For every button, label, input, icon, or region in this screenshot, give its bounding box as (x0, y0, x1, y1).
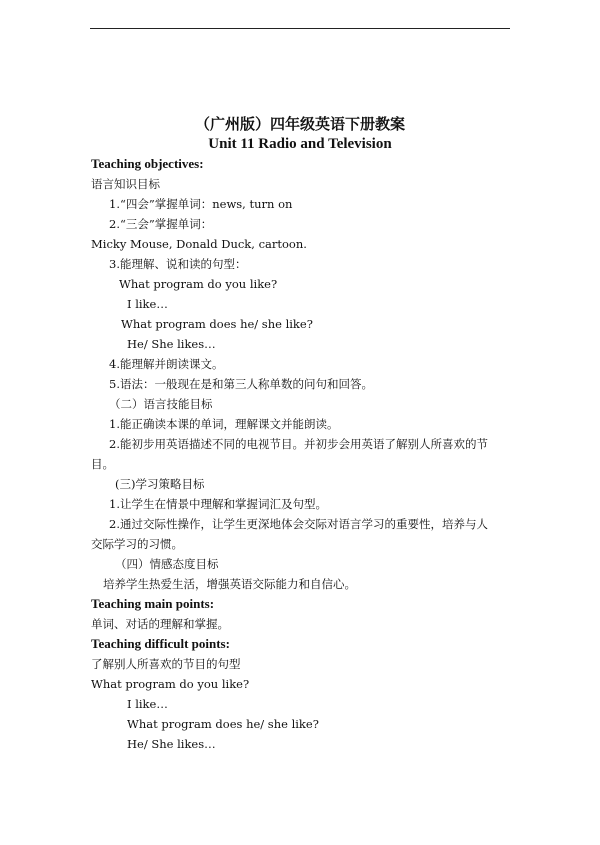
heading-teaching-main-points: Teaching main points: (91, 596, 215, 611)
objectives-line: I like… (127, 297, 168, 311)
objectives-line: 培养学生热爱生活，增强英语交际能力和自信心。 (103, 577, 356, 591)
objectives-line: （四）情感态度目标 (115, 557, 219, 571)
objectives-line: Micky Mouse, Donald Duck, cartoon. (91, 237, 307, 251)
document-title-en: Unit 11 Radio and Television (208, 136, 392, 152)
objectives-line: 1.“四会”掌握单词：news, turn on (109, 197, 293, 211)
difficult-points-line: What program do you like? (91, 677, 250, 691)
objectives-line: （二）语言技能目标 (109, 397, 213, 411)
difficult-points-line: What program does he/ she like? (127, 717, 319, 731)
objectives-line: 5.语法：一般现在是和第三人称单数的问句和回答。 (109, 377, 373, 391)
objectives-line: 2.“三会”掌握单词： (109, 217, 213, 231)
objectives-line: 目。 (91, 457, 114, 471)
difficult-points-line: 了解别人所喜欢的节目的句型 (91, 657, 241, 671)
objectives-line: What program does he/ she like? (121, 317, 313, 331)
objectives-line: 3.能理解、说和读的句型： (109, 257, 247, 271)
heading-teaching-objectives: Teaching objectives: (91, 156, 204, 171)
objectives-line: 2.通过交际性操作，让学生更深地体会交际对语言学习的重要性，培养与人 (109, 517, 488, 531)
objectives-line: 2.能初步用英语描述不同的电视节目。并初步会用英语了解别人所喜欢的节 (109, 437, 488, 451)
main-points-line: 单词、对话的理解和掌握。 (91, 617, 229, 631)
objectives-line: 1.让学生在情景中理解和掌握词汇及句型。 (109, 497, 327, 511)
document-title-cn: （广州版）四年级英语下册教案 (194, 115, 405, 133)
difficult-points-line: I like… (127, 697, 168, 711)
objectives-line: 语言知识目标 (91, 177, 160, 191)
objectives-line: He/ She likes… (127, 337, 216, 351)
objectives-line: 4.能理解并朗读课文。 (109, 357, 224, 371)
objectives-line: 1.能正确读本课的单词，理解课文并能朗读。 (109, 417, 339, 431)
difficult-points-line: He/ She likes… (127, 737, 216, 751)
heading-teaching-difficult-points: Teaching difficult points: (91, 636, 230, 651)
objectives-line: 交际学习的习惯。 (91, 537, 183, 551)
objectives-line: (三)学习策略目标 (115, 477, 205, 491)
objectives-line: What program do you like? (119, 277, 278, 291)
